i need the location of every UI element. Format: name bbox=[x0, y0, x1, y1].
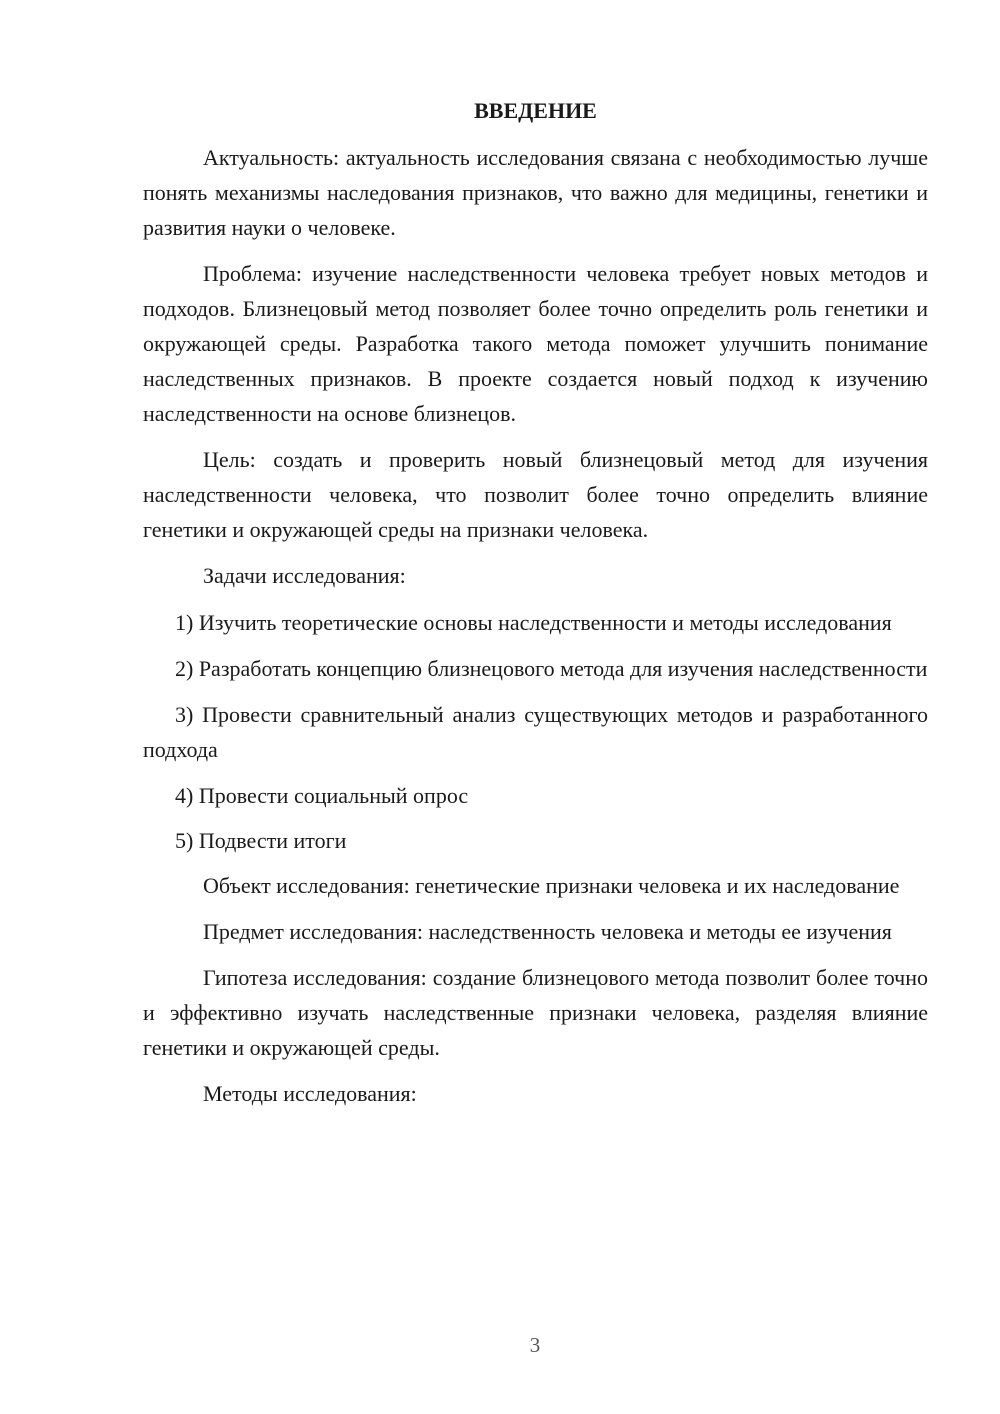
paragraph-relevance: Актуальность: актуальность исследования связана с необходимостью лучше понять механизмы наследования признаков, что важно для медицины, генетики и развития науки о человеке. bbox=[143, 145, 928, 240]
paragraph-problem: Проблема: изучение наследственности человека требует новых методов и подходов. Близнецовый метод позволяет более точно определить роль генетики и окружающей среды. Разработка такого метода поможет улучшить понимание наследственных признаков. В проекте создается новый подход к изучению наследственности на основе близнецов. bbox=[143, 261, 928, 426]
paragraph-goal: Цель: создать и проверить новый близнецовый метод для изучения наследственности человека, что позволит более точно определить влияние генетики и окружающей среды на признаки человека. bbox=[143, 447, 928, 542]
paragraph-subject: Предмет исследования: наследственность человека и методы ее изучения bbox=[203, 919, 892, 944]
page-number: 3 bbox=[529, 1333, 541, 1357]
page-title: ВВЕДЕНИЕ bbox=[474, 98, 597, 123]
list-item: 1) Изучить теоретические основы наследственности и методы исследования bbox=[175, 610, 892, 635]
paragraph-tasks-heading: Задачи исследования: bbox=[203, 563, 406, 588]
paragraph-object: Объект исследования: генетические признаки человека и их наследование bbox=[203, 873, 900, 898]
document-page bbox=[143, 96, 928, 1122]
list-item: 5) Подвести итоги bbox=[175, 828, 347, 853]
list-item: 2) Разработать концепцию близнецового метода для изучения наследственности bbox=[175, 656, 928, 681]
list-item: 4) Провести социальный опрос bbox=[175, 783, 469, 808]
paragraph-methods: Методы исследования: bbox=[203, 1081, 417, 1106]
paragraph-hypothesis: Гипотеза исследования: создание близнецового метода позволит более точно и эффективно изучать наследственные признаки человека, разделяя влияние генетики и окружающей среды. bbox=[143, 965, 928, 1060]
list-item: 3) Провести сравнительный анализ существующих методов и разработанного подхода bbox=[143, 702, 928, 762]
